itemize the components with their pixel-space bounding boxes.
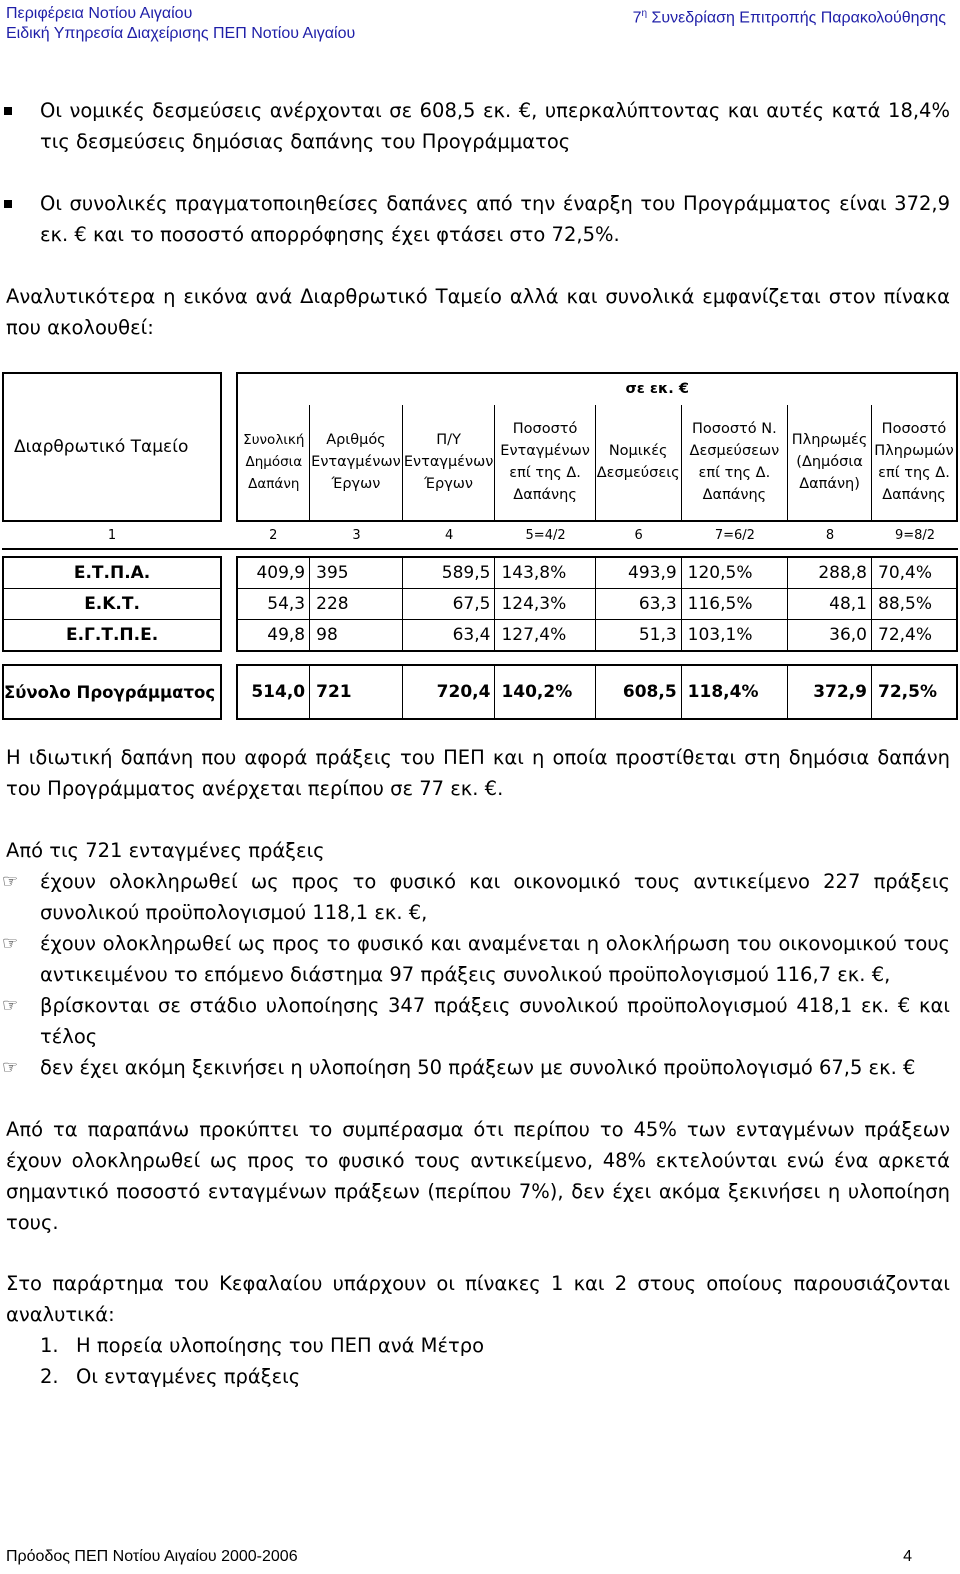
cell-projects-budget: 63,4	[403, 620, 496, 652]
cell-payments-percentage: 70,4%	[872, 556, 958, 589]
conclusion-paragraph: Από τα παραπάνω προκύπτει το συμπέρασμα ότι περίπου το 45% των ενταγμένων πράξεων έχουν ολοκληρωθεί ως προς το φυσικό τους αντικείμενο, 48% εκτελούνται ενώ ένα αρκετά σημαντικό ποσοστό ενταγμένων πράξεων (περίπου 7%), δεν έχει ακόμα ξεκινήσει η υλοποίηση τους.	[6, 1118, 950, 1234]
hand-list-item: βρίσκονται σε στάδιο υλοποίησης 347 πράξεις συνολικού προϋπολογισμού 418,1 εκ. € και τέλος	[40, 994, 950, 1048]
header-projects-percentage: Ποσοστό Ενταγμένων επί της Δ. Δαπάνης	[495, 405, 595, 522]
page-number: 4	[903, 1548, 912, 1565]
cell-legal-commitments: 51,3	[596, 620, 682, 652]
header-total-public-expenditure: Συνολική Δημόσια Δαπάνη	[236, 405, 310, 522]
total-row	[2, 664, 958, 720]
cell-projects-percentage: 143,8%	[495, 556, 595, 589]
column-number: 1	[2, 522, 222, 550]
table-row	[2, 556, 958, 589]
total-payments-percentage: 72,5%	[872, 664, 958, 720]
page-header-left	[6, 4, 355, 44]
cell-commitments-percentage: 116,5%	[682, 589, 788, 620]
bullet-square-icon	[4, 200, 12, 208]
cell-projects-count: 228	[310, 589, 403, 620]
header-authority: Ειδική Υπηρεσία Διαχείρισης ΠΕΠ Νοτίου Αιγαίου	[6, 25, 356, 42]
hand-list-item: έχουν ολοκληρωθεί ως προς το φυσικό και αναμένεται η ολοκλήρωση του οικονομικού τους αντικειμένου το επόμενο διάστημα 97 πράξεις συνολικού προϋπολογισμού 116,7 εκ. €,	[40, 932, 950, 986]
intro-paragraph: Αναλυτικότερα η εικόνα ανά Διαρθρωτικό Ταμείο αλλά και συνολικά εμφανίζεται στον πίνακα που ακολουθεί:	[6, 285, 950, 339]
header-meeting-number: 7	[632, 9, 642, 27]
fund-name: Ε.Τ.Π.Α.	[2, 556, 222, 589]
total-label: Σύνολο Προγράμματος	[2, 664, 222, 720]
column-number: 8	[788, 522, 872, 550]
private-expenditure-paragraph: Η ιδιωτική δαπάνη που αφορά πράξεις του ΠΕΠ και η οποία προστίθεται στη δημόσια δαπάνη του Προγράμματος ανέρχεται περίπου σε 77 εκ. €.	[6, 746, 950, 800]
pointing-hand-icon: ☞	[2, 933, 19, 954]
bullet-total-expenditure: Οι συνολικές πραγματοποιηθείσες δαπάνες από την έναρξη του Προγράμματος είναι 372,9 εκ. € και το ποσοστό απορρόφησης έχει φτάσει στο 72,5%.	[40, 192, 950, 246]
header-meeting-title: Συνεδρίαση Επιτροπής Παρακολούθησης	[647, 9, 946, 27]
annex-item-text: Οι ενταγμένες πράξεις	[76, 1365, 301, 1388]
total-projects-count: 721	[310, 664, 403, 720]
projects-intro-paragraph: Από τις 721 ενταγμένες πράξεις	[6, 839, 325, 862]
cell-public-expenditure: 54,3	[236, 589, 310, 620]
column-number: 5=4/2	[495, 522, 595, 550]
total-public-expenditure: 514,0	[236, 664, 310, 720]
table-row	[2, 589, 958, 620]
header-region: Περιφέρεια Νοτίου Αιγαίου	[6, 5, 193, 22]
annex-item-number: 2.	[40, 1365, 59, 1388]
page-header-right	[633, 4, 946, 28]
pointing-hand-icon: ☞	[2, 1057, 19, 1078]
header-payments-percentage: Ποσοστό Πληρωμών επί της Δ. Δαπάνης	[872, 405, 958, 522]
column-number: 6	[596, 522, 682, 550]
header-number-of-projects: Αριθμός Ενταγμένων Έργων	[310, 405, 403, 522]
cell-public-expenditure: 409,9	[236, 556, 310, 589]
cell-payments: 48,1	[788, 589, 872, 620]
column-number: 2	[236, 522, 310, 550]
footer-title: Πρόοδος ΠΕΠ Νοτίου Αιγαίου 2000-2006	[6, 1548, 298, 1565]
table-unit-label: σε εκ. €	[236, 372, 958, 405]
column-number: 7=6/2	[682, 522, 788, 550]
cell-legal-commitments: 493,9	[596, 556, 682, 589]
header-structural-fund: Διαρθρωτικό Ταμείο	[2, 372, 222, 522]
total-payments: 372,9	[788, 664, 872, 720]
cell-payments-percentage: 88,5%	[872, 589, 958, 620]
total-legal-commitments: 608,5	[596, 664, 682, 720]
fund-name: Ε.Κ.Τ.	[2, 589, 222, 620]
column-number: 9=8/2	[872, 522, 958, 550]
header-ordinal-mark: η	[641, 8, 648, 19]
cell-projects-percentage: 127,4%	[495, 620, 595, 652]
cell-payments: 288,8	[788, 556, 872, 589]
bullet-legal-commitments: Οι νομικές δεσμεύσεις ανέρχονται σε 608,5 εκ. €, υπερκαλύπτοντας και αυτές κατά 18,4% τις δεσμεύσεις δημόσιας δαπάνης του Προγράμματος	[40, 99, 950, 153]
total-commitments-percentage: 118,4%	[682, 664, 788, 720]
pointing-hand-icon: ☞	[2, 995, 19, 1016]
cell-public-expenditure: 49,8	[236, 620, 310, 652]
total-projects-budget: 720,4	[403, 664, 496, 720]
cell-projects-budget: 67,5	[403, 589, 496, 620]
table-row	[2, 620, 958, 652]
hand-list-item: έχουν ολοκληρωθεί ως προς το φυσικό και οικονομικό τους αντικείμενο 227 πράξεις συνολικού προϋπολογισμού 118,1 εκ. €,	[40, 870, 950, 924]
cell-projects-budget: 589,5	[403, 556, 496, 589]
header-payments: Πληρωμές (Δημόσια Δαπάνη)	[788, 405, 872, 522]
cell-commitments-percentage: 120,5%	[682, 556, 788, 589]
cell-projects-count: 98	[310, 620, 403, 652]
cell-commitments-percentage: 103,1%	[682, 620, 788, 652]
total-projects-percentage: 140,2%	[495, 664, 595, 720]
annex-paragraph: Στο παράρτημα του Κεφαλαίου υπάρχουν οι πίνακες 1 και 2 στους οποίους παρουσιάζονται αναλυτικά:	[6, 1272, 950, 1326]
cell-legal-commitments: 63,3	[596, 589, 682, 620]
pointing-hand-icon: ☞	[2, 871, 19, 892]
cell-payments: 36,0	[788, 620, 872, 652]
hand-list-item: δεν έχει ακόμη ξεκινήσει η υλοποίηση 50 πράξεων με συνολικό προϋπολογισμό 67,5 εκ. €	[40, 1056, 916, 1079]
cell-projects-count: 395	[310, 556, 403, 589]
column-number: 3	[310, 522, 403, 550]
annex-item-number: 1.	[40, 1334, 59, 1357]
fund-name: Ε.Γ.Τ.Π.Ε.	[2, 620, 222, 652]
bullet-square-icon	[4, 107, 12, 115]
annex-item-text: Η πορεία υλοποίησης του ΠΕΠ ανά Μέτρο	[76, 1334, 485, 1357]
header-commitments-percentage: Ποσοστό Ν. Δεσμεύσεων επί της Δ. Δαπάνης	[682, 405, 788, 522]
cell-projects-percentage: 124,3%	[495, 589, 595, 620]
funds-table	[2, 372, 958, 720]
header-projects-budget: Π/Υ Ενταγμένων Έργων	[403, 405, 496, 522]
header-legal-commitments: Νομικές Δεσμεύσεις	[596, 405, 682, 522]
column-number: 4	[403, 522, 496, 550]
cell-payments-percentage: 72,4%	[872, 620, 958, 652]
